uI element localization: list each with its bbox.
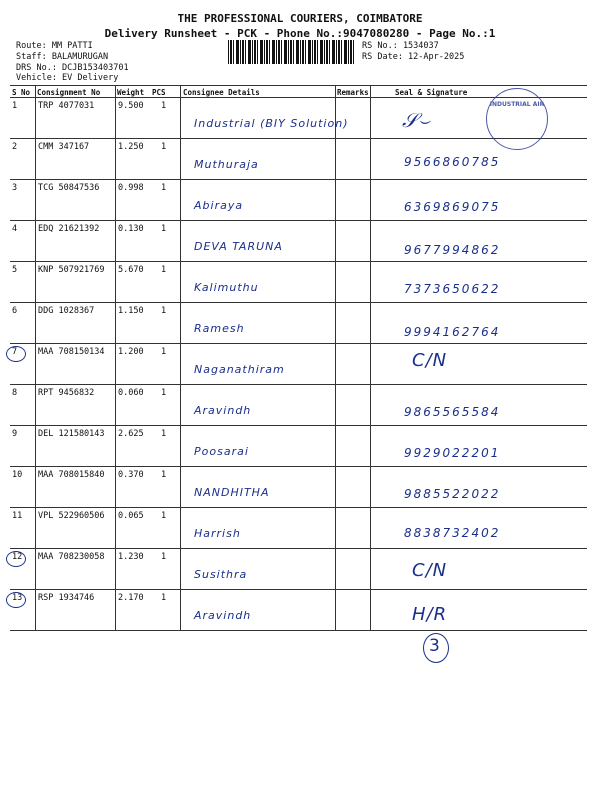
row-weight: 1.150 <box>118 306 144 316</box>
row-consignment-no: CMM 347167 <box>38 142 90 152</box>
col-divider <box>370 85 371 631</box>
row-divider <box>10 220 587 221</box>
staff-label: Staff: BALAMURUGAN <box>16 52 109 62</box>
row-consignee-name: Industrial (BIY Solution) <box>194 117 349 130</box>
row-divider <box>10 425 587 426</box>
table-top-rule <box>10 85 587 86</box>
row-consignee-name: Susithra <box>194 568 248 581</box>
row-pcs: 1 <box>161 224 167 234</box>
row-consignment-no: VPL 522960506 <box>38 511 105 521</box>
row-number-circle <box>6 551 26 567</box>
row-divider <box>10 302 587 303</box>
row-consignee-name: Aravindh <box>194 609 252 622</box>
row-pcs: 1 <box>161 265 167 275</box>
col-header-sno: S No <box>12 88 31 97</box>
row-signature: 6369869075 <box>404 200 501 214</box>
row-weight: 0.370 <box>118 470 144 480</box>
row-weight: 0.130 <box>118 224 144 234</box>
row-sno: 4 <box>12 224 18 234</box>
col-divider <box>180 85 181 631</box>
row-pcs: 1 <box>161 388 167 398</box>
row-consignee-name: Aravindh <box>194 404 252 417</box>
row-consignment-no: TRP 4077031 <box>38 101 95 111</box>
row-consignment-no: DDG 1028367 <box>38 306 95 316</box>
row-pcs: 1 <box>161 552 167 562</box>
col-header-seal-signature: Seal & Signature <box>395 88 468 97</box>
row-sno: 3 <box>12 183 18 193</box>
col-header-weight: Weight <box>117 88 145 97</box>
row-consignment-no: TCG 50847536 <box>38 183 100 193</box>
row-consignee-name: NANDHITHA <box>194 486 270 499</box>
row-signature: H/R <box>412 604 448 625</box>
barcode-image <box>228 40 354 64</box>
row-consignee-name: Ramesh <box>194 322 245 335</box>
row-consignment-no: EDQ 21621392 <box>38 224 100 234</box>
row-divider <box>10 179 587 180</box>
row-divider <box>10 261 587 262</box>
row-divider <box>10 466 587 467</box>
row-consignment-no: KNP 507921769 <box>38 265 105 275</box>
rs-number: RS No.: 1534037 <box>362 41 439 51</box>
row-signature: C/N <box>412 350 448 371</box>
row-sno: 12 <box>12 552 23 562</box>
vehicle-label: Vehicle: EV Delivery <box>16 73 119 83</box>
row-divider <box>10 548 587 549</box>
row-consignment-no: RSP 1934746 <box>38 593 95 603</box>
col-divider <box>115 85 116 631</box>
row-consignment-no: DEL 121580143 <box>38 429 105 439</box>
row-pcs: 1 <box>161 347 167 357</box>
row-pcs: 1 <box>161 429 167 439</box>
row-sno: 11 <box>12 511 23 521</box>
row-weight: 1.230 <box>118 552 144 562</box>
signature-row-1: 𝒮⌣ <box>402 108 431 132</box>
row-signature: 9885522022 <box>404 487 501 501</box>
row-pcs: 1 <box>161 593 167 603</box>
row-signature: 9994162764 <box>404 325 501 339</box>
row-pcs: 1 <box>161 142 167 152</box>
row-divider <box>10 343 587 344</box>
row-signature: 9677994862 <box>404 243 501 257</box>
row-pcs: 1 <box>161 511 167 521</box>
page-count-mark: 3 <box>429 636 440 656</box>
company-seal-stamp: INDUSTRIAL AIR <box>486 88 548 150</box>
row-weight: 1.250 <box>118 142 144 152</box>
runsheet-subtitle: Delivery Runsheet - PCK - Phone No.:9047080280 - Page No.:1 <box>104 27 496 40</box>
row-weight: 2.625 <box>118 429 144 439</box>
row-pcs: 1 <box>161 470 167 480</box>
row-signature: C/N <box>412 560 448 581</box>
col-header-pcs: PCS <box>152 88 166 97</box>
row-consignment-no: MAA 708230058 <box>38 552 105 562</box>
row-weight: 9.500 <box>118 101 144 111</box>
row-weight: 2.170 <box>118 593 144 603</box>
row-signature: 9566860785 <box>404 155 501 169</box>
row-weight: 0.060 <box>118 388 144 398</box>
row-sno: 13 <box>12 593 23 603</box>
col-divider <box>335 85 336 631</box>
row-weight: 0.998 <box>118 183 144 193</box>
row-consignment-no: MAA 708015840 <box>38 470 105 480</box>
col-header-consignment: Consignment No <box>37 88 101 97</box>
col-divider <box>35 85 36 631</box>
row-number-circle <box>6 592 26 608</box>
row-signature: 9865565584 <box>404 405 501 419</box>
row-consignee-name: Abiraya <box>194 199 244 212</box>
row-consignee-name: DEVA TARUNA <box>194 240 283 253</box>
row-signature: 7373650622 <box>404 282 501 296</box>
row-divider <box>10 630 587 631</box>
row-divider <box>10 384 587 385</box>
row-sno: 1 <box>12 101 18 111</box>
row-pcs: 1 <box>161 183 167 193</box>
rs-date: RS Date: 12-Apr-2025 <box>362 52 465 62</box>
row-sno: 7 <box>12 347 18 357</box>
row-consignee-name: Naganathiram <box>194 363 285 376</box>
row-consignee-name: Harrish <box>194 527 241 540</box>
row-divider <box>10 589 587 590</box>
route-label: Route: MM PATTI <box>16 41 93 51</box>
drs-label: DRS No.: DCJB153403701 <box>16 63 129 73</box>
row-consignee-name: Poosarai <box>194 445 249 458</box>
row-pcs: 1 <box>161 306 167 316</box>
row-divider <box>10 507 587 508</box>
row-sno: 9 <box>12 429 18 439</box>
col-header-consignee: Consignee Details <box>183 88 260 97</box>
row-sno: 5 <box>12 265 18 275</box>
row-signature: 9929022201 <box>404 446 501 460</box>
row-consignment-no: RPT 9456832 <box>38 388 95 398</box>
row-signature: 8838732402 <box>404 526 501 540</box>
col-header-remarks: Remarks <box>337 88 369 97</box>
row-consignee-name: Kalimuthu <box>194 281 259 294</box>
row-pcs: 1 <box>161 101 167 111</box>
row-consignment-no: MAA 708150134 <box>38 347 105 357</box>
row-sno: 2 <box>12 142 18 152</box>
row-consignee-name: Muthuraja <box>194 158 259 171</box>
row-weight: 5.670 <box>118 265 144 275</box>
row-sno: 6 <box>12 306 18 316</box>
row-weight: 0.065 <box>118 511 144 521</box>
row-number-circle <box>6 346 26 362</box>
row-sno: 10 <box>12 470 23 480</box>
company-title: THE PROFESSIONAL COURIERS, COIMBATORE <box>177 12 423 25</box>
row-weight: 1.200 <box>118 347 144 357</box>
row-sno: 8 <box>12 388 18 398</box>
